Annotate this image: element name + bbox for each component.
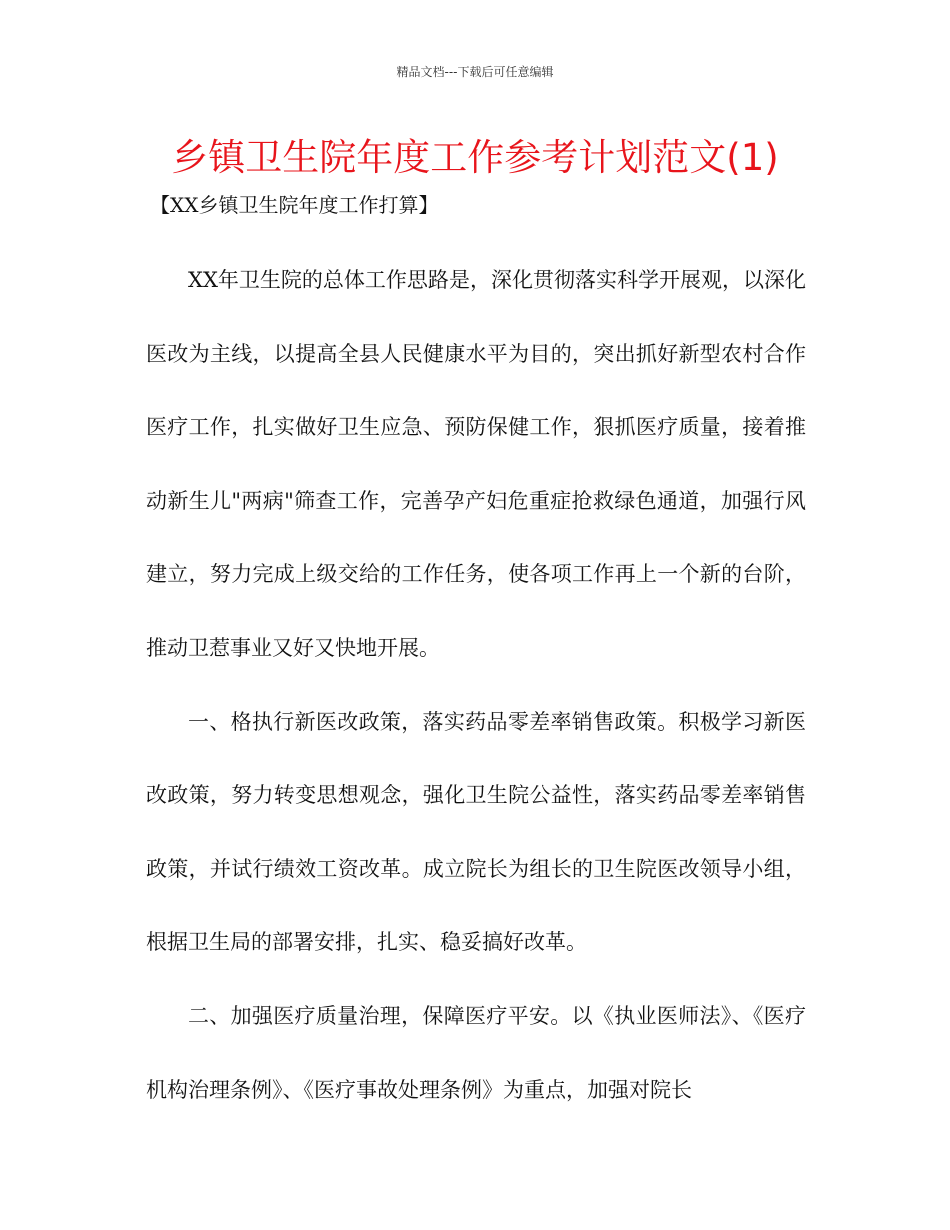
header-note: 精品文档---下载后可任意编辑	[396, 65, 554, 79]
document-subheading: 【XX乡镇卫生院年度工作打算】	[150, 193, 439, 217]
paragraph-section-1: 一、格执行新医改政策，落实药品零差率销售政策。积极学习新医改政策，努力转变思想观念，强化卫生院公益性，落实药品零差率销售政策，并试行绩效工资改革。成立院长为组长的卫生院医改领导小组，根据卫生局的部署安排，扎实、稳妥搞好改革。	[146, 709, 806, 955]
document-body	[146, 244, 806, 1127]
paragraph-section-2: 二、加强医疗质量治理，保障医疗平安。以《执业医师法》、《医疗机构治理条例》、《医疗事故处理条例》为重点，加强对院长	[146, 1003, 806, 1102]
paragraph-intro: XX年卫生院的总体工作思路是，深化贯彻落实科学开展观，以深化医改为主线，以提高全县人民健康水平为目的，突出抓好新型农村合作医疗工作，扎实做好卫生应急、预防保健工作，狠抓医疗质量，接着推动新生儿"两病"筛查工作，完善孕产妇危重症抢救绿色通道，加强行风建立，努力完成上级交给的工作任务，使各项工作再上一个新的台阶，推动卫惹事业又好又快地开展。	[146, 268, 806, 660]
document-title: 乡镇卫生院年度工作参考计划范文(1)	[171, 136, 779, 179]
